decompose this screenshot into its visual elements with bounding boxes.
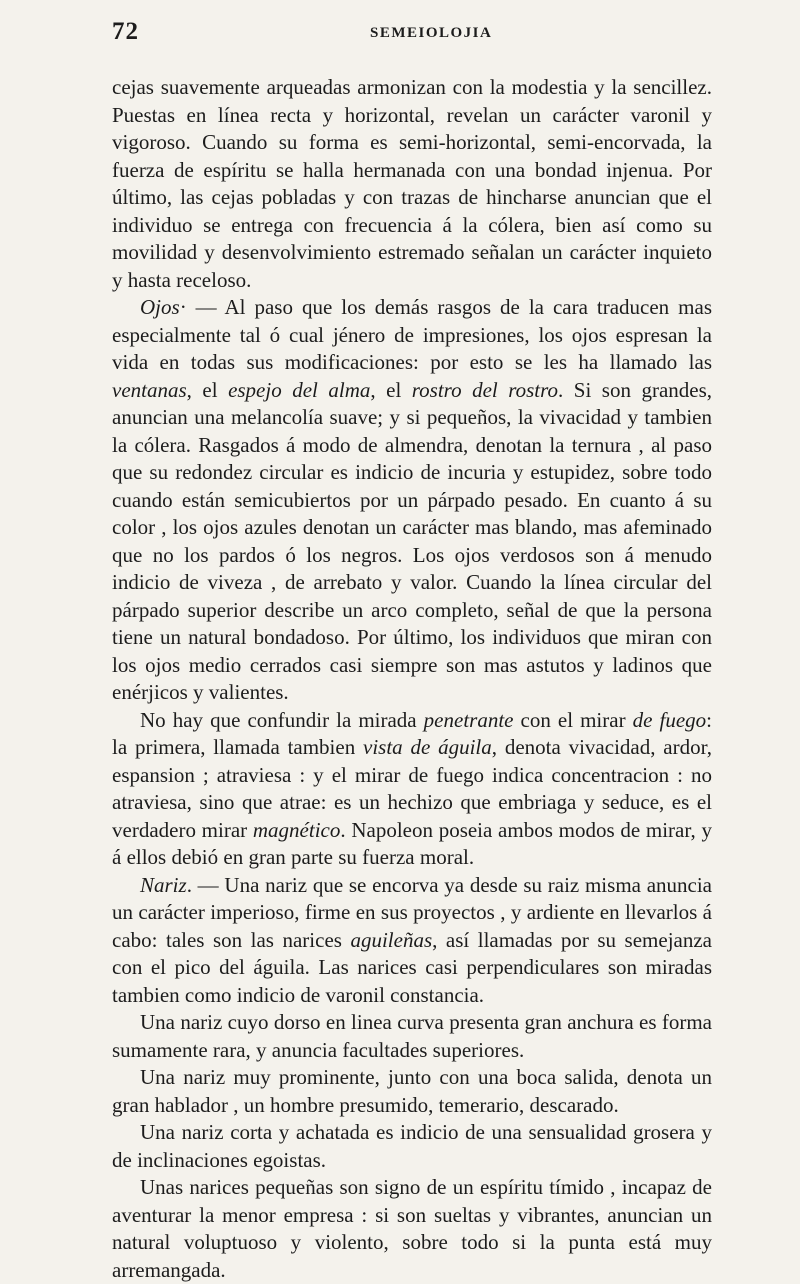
italic-term: de fuego (632, 707, 707, 732)
italic-term: aguileñas (350, 927, 433, 952)
paragraph (112, 1119, 712, 1174)
text-run: . Si son grandes, anuncian una melancolía suave; y si pequeños, la vivacidad y tambien la cólera. Rasgados á modo de almendra, denotan la ternura , al paso que su redondez circular es indicio de incuria y estupidez, sobre todo cuando están semicubiertos por un párpado pesado. En cuanto á su color , los ojos azules denotan un carácter mas blando, mas afeminado que no los pardos ó los negros. Los ojos verdosos son á menudo indicio de viveza , de arrebato y valor. Cuando la línea circular del párpado superior describe un arco completo, señal de que la persona tiene un natural bondadoso. Por último, los individuos que miran con los ojos medio cerrados casi siempre son mas astutos y ladinos que enérjicos y valientes. (112, 377, 713, 704)
paragraph (112, 74, 712, 294)
paragraph (112, 1174, 712, 1284)
text-run: . — Una nariz que se encorva ya desde su raiz misma anuncia un carácter imperioso, firme en sus proyectos , y ardiente en llevarlos á cabo: tales son las narices (112, 872, 712, 952)
text-run: , el (186, 377, 229, 402)
italic-term: ventanas (112, 377, 187, 402)
text-run: con el mirar (513, 707, 633, 732)
italic-term: Ojos (140, 295, 180, 319)
text-run: Una nariz muy prominente, junto con una boca salida, denota un gran hablador , un hombre presumido, temerario, descarado. (112, 1065, 712, 1117)
text-run: No hay que confundir la mirada (140, 707, 424, 732)
paragraph (112, 872, 712, 1010)
text-run: : la primera, llamada tambien (112, 707, 712, 759)
page-number: 72 (112, 18, 139, 45)
italic-term: rostro del rostro (411, 377, 559, 402)
italic-term: magnético (252, 817, 341, 842)
text-run: · — Al paso que los demás rasgos de la cara traducen mas especialmente tal ó cual jénero de impresiones, los ojos espresan la vida en todas sus modificaciones: por esto se les ha llamado las (112, 295, 712, 374)
italic-term: espejo del alma (228, 377, 371, 402)
text-run: , el (370, 377, 412, 402)
italic-term: penetrante (423, 707, 514, 732)
paragraph (112, 1064, 712, 1119)
text-run: Una nariz cuyo dorso en linea curva presenta gran anchura es forma sumamente rara, y anuncia facultades superiores. (112, 1010, 712, 1062)
italic-term: Nariz (140, 872, 187, 897)
text-run: Unas narices pequeñas son signo de un espíritu tímido , incapaz de aventurar la menor empresa : si son sueltas y vibrantes, anuncian un natural voluptuoso y violento, sobre todo si la punta está muy arremangada. (112, 1175, 712, 1282)
paragraph (112, 294, 712, 707)
page-header (112, 18, 712, 58)
text-run: . Napoleon poseia ambos modos de mirar, y á ellos debió en gran parte su fuerza moral. (112, 817, 712, 869)
text-run: cejas suavemente arqueadas armonizan con la modestia y la sencillez. Puestas en línea recta y horizontal, revelan un carácter varonil y vigoroso. Cuando su forma es semi-horizontal, semi-encorvada, la fuerza de espíritu se halla hermanada con una bondad injenua. Por último, las cejas pobladas y con trazas de hincharse anuncian que el individuo se entrega con frecuencia á la cólera, bien así como su movilidad y desenvolvimiento estremado señalan un carácter inquieto y hasta receloso. (112, 75, 712, 292)
text-run: Una nariz corta y achatada es indicio de una sensualidad grosera y de inclinaciones egoistas. (112, 1120, 712, 1172)
text-run: , denota vivacidad, ardor, espansion ; atraviesa : y el mirar de fuego indica concentracion : no atraviesa, sino que atrae: es un hechizo que embriaga y seduce, es el verdadero mirar (112, 735, 712, 842)
paragraph (112, 707, 712, 872)
italic-term: vista de águila (363, 735, 492, 759)
running-head: SEMEIOLOJIA (370, 25, 493, 41)
text-body (112, 74, 712, 1284)
paragraph (112, 1009, 712, 1064)
text-run: , así llamadas por su semejanza con el pico del águila. Las narices casi perpendiculares son miradas tambien como indicio de varonil constancia. (112, 927, 713, 1007)
